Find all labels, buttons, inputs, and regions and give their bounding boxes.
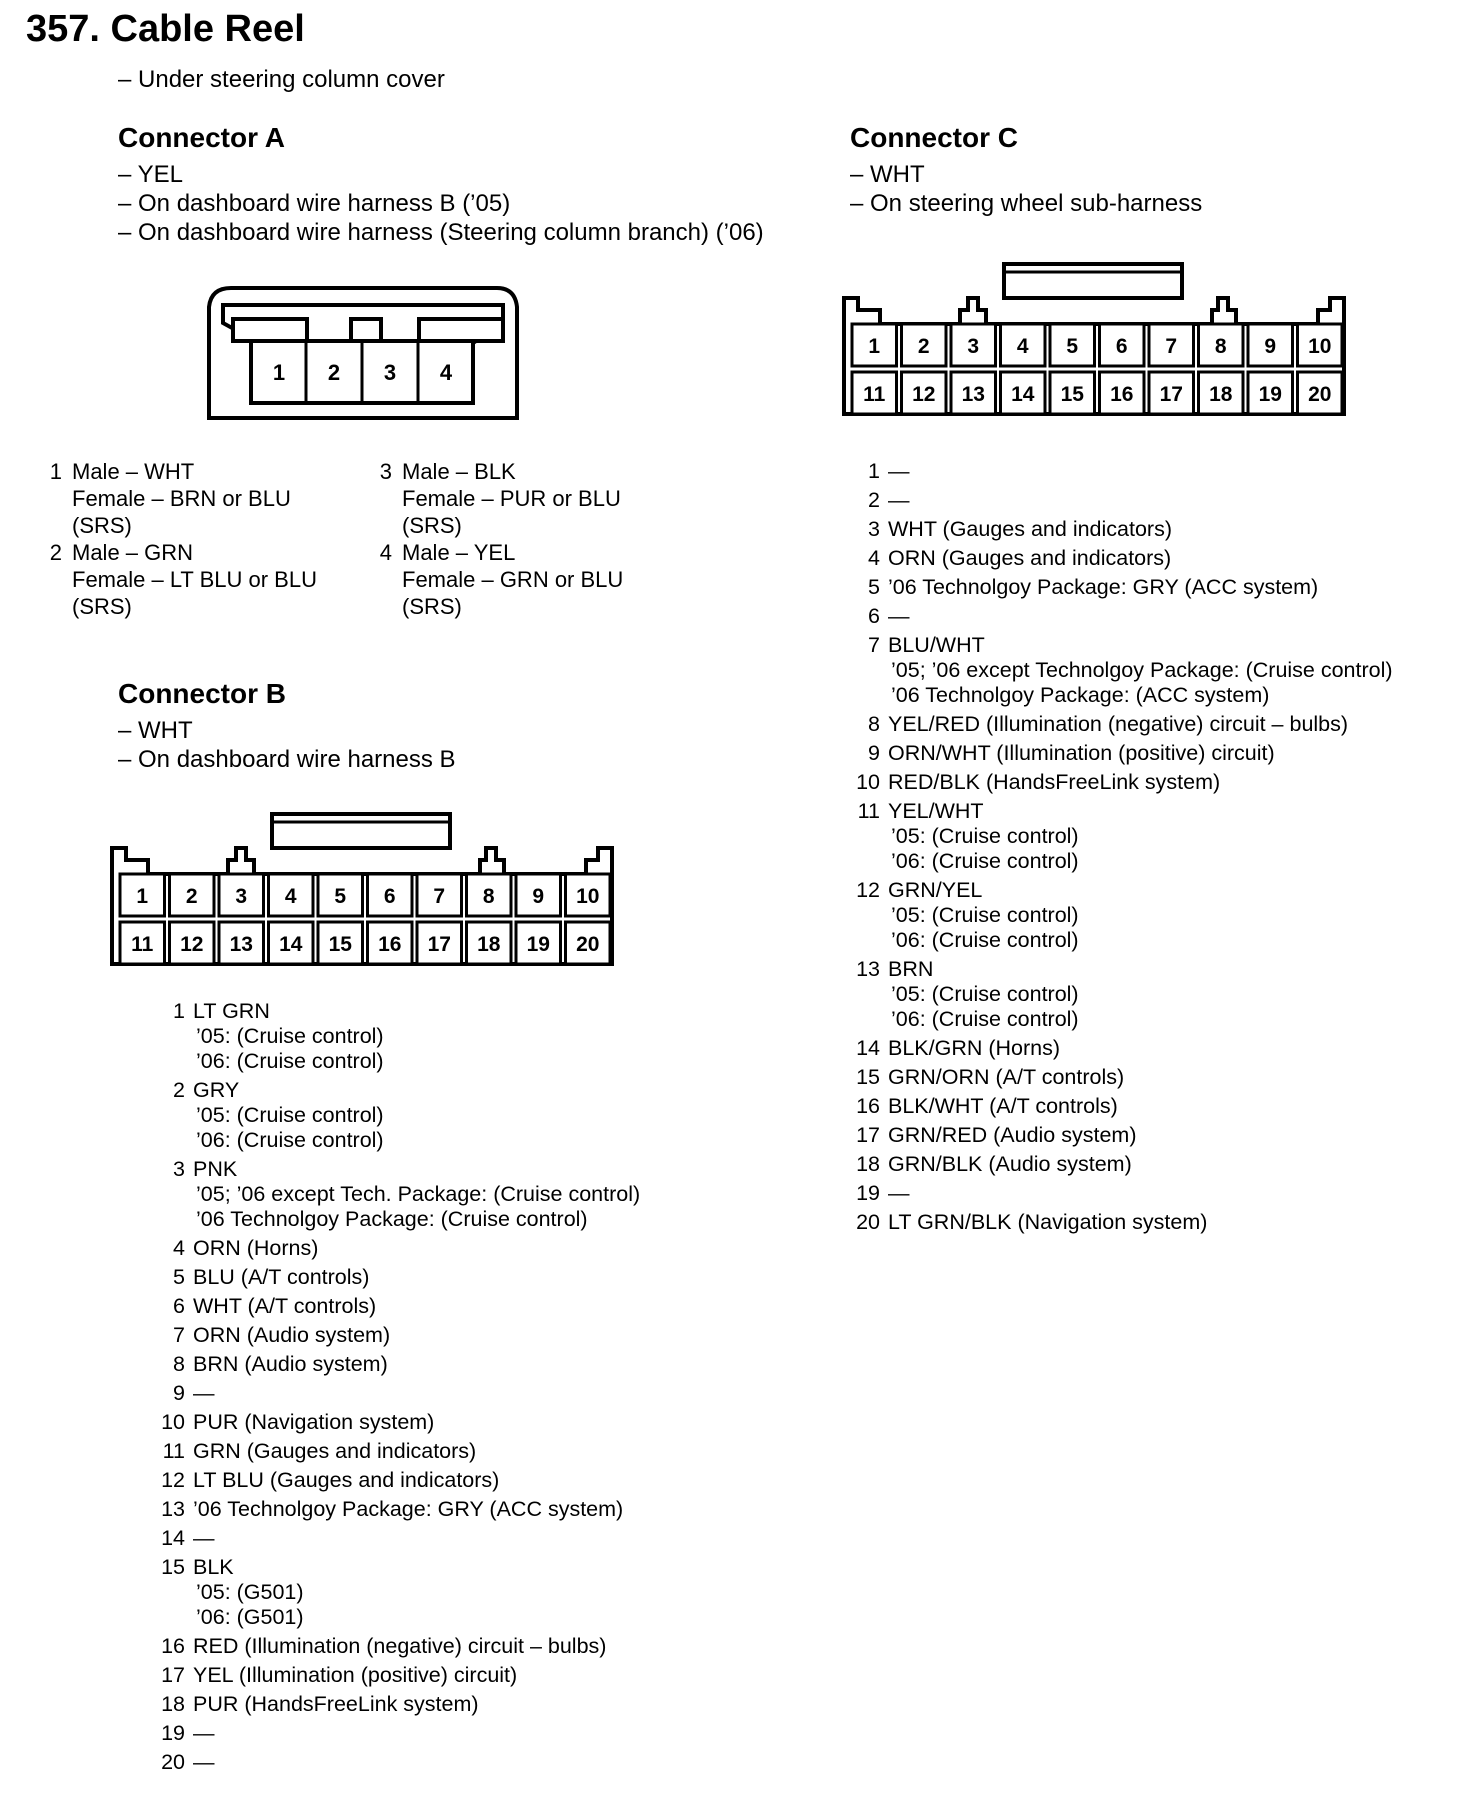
pin-description: ORN/WHT (Illumination (positive) circuit)	[888, 741, 1275, 765]
connector-pin-label: 13	[961, 383, 985, 406]
connector-pin-label: 12	[180, 933, 204, 956]
list-item	[145, 1467, 705, 1493]
pin-description: —	[193, 1750, 215, 1774]
pin-number: 3	[173, 1157, 185, 1181]
pin-description: BLK/GRN (Horns)	[888, 1036, 1061, 1060]
connector-pin-label: 2	[917, 335, 930, 358]
list-item	[145, 998, 705, 1074]
pin-number: 11	[162, 1439, 185, 1463]
pin-number: 9	[868, 741, 880, 765]
connector-b-line: – WHT	[118, 717, 193, 744]
pin-description: PNK ’05; ’06 except Tech. Package: (Cruise control) ’06 Technolgoy Package: (Cruise control)	[193, 1157, 641, 1231]
pin-description: ’06 Technolgoy Package: GRY (ACC system)	[193, 1497, 624, 1521]
connector-pin-label: 17	[427, 933, 451, 956]
list-item	[366, 458, 686, 539]
connector-pin-label: 12	[912, 383, 936, 406]
connector-pin-label: 4	[1016, 335, 1029, 358]
pin-description: PUR (Navigation system)	[193, 1410, 435, 1434]
pin-description: ’06 Technolgoy Package: GRY (ACC system)	[888, 575, 1319, 599]
list-item	[145, 1235, 705, 1261]
pin-number: 5	[173, 1265, 185, 1289]
pin-number: 18	[161, 1692, 185, 1716]
connector-pin-label: 9	[532, 885, 545, 908]
connector-a-section	[118, 122, 764, 247]
pin-description: PUR (HandsFreeLink system)	[193, 1692, 479, 1716]
connector-pin-label: 19	[1258, 383, 1282, 406]
connector-pin-label: 17	[1159, 383, 1183, 406]
list-item	[145, 1554, 705, 1630]
pin-number: 1	[173, 999, 185, 1023]
list-item	[840, 711, 1460, 737]
pin-description: BRN (Audio system)	[193, 1352, 388, 1376]
list-item	[840, 603, 1460, 629]
pin-description: —	[888, 604, 910, 628]
pin-number: 16	[161, 1634, 185, 1658]
connector-pin-label: 14	[279, 933, 303, 956]
list-item	[840, 1064, 1460, 1090]
pin-number: 1	[868, 459, 880, 483]
list-item	[840, 1122, 1460, 1148]
pin-number: 6	[173, 1294, 185, 1318]
connector-c-diagram	[840, 262, 1360, 422]
pin-description: GRN/BLK (Audio system)	[888, 1152, 1132, 1176]
pin-description: ORN (Audio system)	[193, 1323, 391, 1347]
pin-number: 17	[856, 1123, 880, 1147]
pin-description: BRN ’05: (Cruise control) ’06: (Cruise control)	[888, 957, 1079, 1031]
list-item	[840, 877, 1460, 953]
connector-a-pin: 1	[272, 360, 286, 385]
list-item	[145, 1293, 705, 1319]
pin-description: Male – BLK Female – PUR or BLU (SRS)	[402, 459, 621, 538]
connector-c-line: – On steering wheel sub-harness	[850, 190, 1203, 217]
list-item	[145, 1496, 705, 1522]
list-item	[145, 1351, 705, 1377]
list-item	[840, 1035, 1460, 1061]
connector-pin-label: 11	[131, 933, 154, 956]
connector-pin-label: 13	[229, 933, 253, 956]
list-item	[840, 1151, 1460, 1177]
pin-number: 3	[379, 459, 392, 484]
connector-a-pin-list	[36, 458, 356, 620]
pin-number: 15	[856, 1065, 880, 1089]
pin-number: 7	[173, 1323, 185, 1347]
connector-pin-label: 16	[378, 933, 402, 956]
connector-a-key	[233, 319, 307, 341]
pin-number: 4	[173, 1236, 185, 1260]
pin-number: 2	[868, 488, 880, 512]
connector-pin-label: 7	[1165, 335, 1178, 358]
pin-number: 2	[49, 540, 62, 565]
pin-description: GRN/YEL ’05: (Cruise control) ’06: (Cruise control)	[888, 878, 1079, 952]
pin-description: RED/BLK (HandsFreeLink system)	[888, 770, 1221, 794]
pin-number: 4	[868, 546, 880, 570]
list-item	[145, 1156, 705, 1232]
list-item	[145, 1077, 705, 1153]
connector-c-line: – WHT	[850, 161, 925, 188]
connector-pin-label: 15	[328, 933, 352, 956]
connector-b-line: – On dashboard wire harness B	[118, 746, 456, 773]
pin-number: 5	[868, 575, 880, 599]
pin-description: Male – YEL Female – GRN or BLU (SRS)	[402, 540, 624, 619]
pin-description: WHT (A/T controls)	[193, 1294, 377, 1318]
connector-pin-label: 16	[1110, 383, 1134, 406]
connector-pin-label: 5	[334, 885, 347, 908]
list-item	[840, 458, 1460, 484]
connector-a-key	[351, 319, 381, 341]
connector-pin-label: 6	[1115, 335, 1128, 358]
pin-number: 18	[856, 1152, 880, 1176]
pin-number: 8	[868, 712, 880, 736]
pin-description: —	[888, 488, 910, 512]
list-item	[145, 1525, 705, 1551]
pin-description: —	[888, 1181, 910, 1205]
pin-description: GRN/ORN (A/T controls)	[888, 1065, 1125, 1089]
connector-a-diagram	[205, 285, 525, 420]
connector-pin-label: 20	[1308, 383, 1332, 406]
list-item	[145, 1438, 705, 1464]
connector-c-section	[850, 122, 1202, 218]
pin-description: RED (Illumination (negative) circuit – bulbs)	[193, 1634, 607, 1658]
list-item	[145, 1720, 705, 1746]
pin-number: 4	[379, 540, 392, 565]
pin-description: BLK/WHT (A/T controls)	[888, 1094, 1118, 1118]
connector-pin-label: 2	[185, 885, 198, 908]
page-title: 357. Cable Reel	[26, 8, 305, 50]
connector-a-heading: Connector A	[118, 122, 285, 153]
connector-a-pin: 2	[327, 360, 341, 385]
connector-pin-label: 1	[868, 335, 881, 358]
list-item	[366, 539, 686, 620]
connector-pin-label: 10	[1308, 335, 1332, 358]
connector-pin-label: 1	[136, 885, 149, 908]
pin-number: 12	[161, 1468, 185, 1492]
list-item	[840, 769, 1460, 795]
list-item	[840, 740, 1460, 766]
pin-description: LT BLU (Gauges and indicators)	[193, 1468, 500, 1492]
pin-number: 20	[856, 1210, 880, 1234]
pin-number: 10	[856, 770, 880, 794]
connector-b-diagram	[108, 812, 628, 972]
pin-number: 8	[173, 1352, 185, 1376]
pin-number: 11	[857, 799, 880, 823]
pin-number: 13	[856, 957, 880, 981]
list-item	[840, 574, 1460, 600]
pin-number: 17	[161, 1663, 185, 1687]
list-item	[145, 1380, 705, 1406]
pin-description: BLU/WHT ’05; ’06 except Technolgoy Package: (Cruise control) ’06 Technolgoy Package: (ACC system)	[888, 633, 1393, 707]
connector-pin-label: 3	[967, 335, 980, 358]
connector-pin-label: 9	[1264, 335, 1277, 358]
list-item	[840, 798, 1460, 874]
connector-a-pin: 4	[439, 360, 453, 385]
list-item	[840, 545, 1460, 571]
list-item	[840, 1180, 1460, 1206]
pin-description: WHT (Gauges and indicators)	[888, 517, 1172, 541]
pin-description: Male – GRN Female – LT BLU or BLU (SRS)	[72, 540, 317, 619]
connector-pin-label: 19	[526, 933, 550, 956]
pin-description: GRY ’05: (Cruise control) ’06: (Cruise control)	[193, 1078, 384, 1152]
list-item	[145, 1691, 705, 1717]
connector-a-key	[419, 319, 503, 341]
connector-latch	[272, 814, 450, 848]
connector-pin-label: 5	[1066, 335, 1079, 358]
connector-pin-label: 20	[576, 933, 600, 956]
connector-pin-label: 10	[576, 885, 600, 908]
pin-description: —	[888, 459, 910, 483]
connector-a-line: – On dashboard wire harness (Steering column branch) (’06)	[118, 219, 764, 246]
pin-number: 20	[161, 1750, 185, 1774]
list-item	[145, 1662, 705, 1688]
connector-c-heading: Connector C	[850, 122, 1018, 153]
pin-description: YEL (Illumination (positive) circuit)	[193, 1663, 518, 1687]
connector-pin-label: 14	[1011, 383, 1035, 406]
connector-pin-label: 3	[235, 885, 248, 908]
connector-latch	[1004, 264, 1182, 298]
pin-number: 19	[161, 1721, 185, 1745]
connector-pin-label: 6	[383, 885, 396, 908]
list-item	[840, 1209, 1460, 1235]
connector-a-pin-list	[366, 458, 686, 620]
connector-pin-label: 7	[433, 885, 446, 908]
pin-number: 13	[161, 1497, 185, 1521]
list-item	[145, 1749, 705, 1775]
pin-description: ORN (Gauges and indicators)	[888, 546, 1172, 570]
pin-number: 14	[161, 1526, 185, 1550]
list-item	[145, 1322, 705, 1348]
connector-a-line: – YEL	[118, 161, 183, 188]
pin-number: 19	[856, 1181, 880, 1205]
connector-c-pin-list	[840, 458, 1460, 1238]
pin-number: 12	[856, 878, 880, 902]
page-subtitle: – Under steering column cover	[118, 66, 445, 93]
pin-description: LT GRN ’05: (Cruise control) ’06: (Cruise control)	[193, 999, 384, 1073]
connector-pin-label: 18	[477, 933, 501, 956]
list-item	[36, 458, 356, 539]
pin-number: 14	[856, 1036, 880, 1060]
pin-description: YEL/RED (Illumination (negative) circuit – bulbs)	[888, 712, 1349, 736]
pin-number: 7	[868, 633, 880, 657]
connector-pin-label: 8	[1214, 335, 1227, 358]
connector-a-pin: 3	[383, 360, 397, 385]
list-item	[145, 1409, 705, 1435]
pin-number: 6	[868, 604, 880, 628]
pin-description: GRN/RED (Audio system)	[888, 1123, 1137, 1147]
pin-number: 16	[856, 1094, 880, 1118]
pin-number: 2	[173, 1078, 185, 1102]
pin-number: 1	[49, 459, 62, 484]
pin-description: —	[193, 1526, 215, 1550]
list-item	[840, 956, 1460, 1032]
pin-description: —	[193, 1721, 215, 1745]
connector-a-line: – On dashboard wire harness B (’05)	[118, 190, 511, 217]
pin-description: YEL/WHT ’05: (Cruise control) ’06: (Cruise control)	[888, 799, 1079, 873]
connector-pin-label: 8	[482, 885, 495, 908]
connector-pin-label: 15	[1060, 383, 1084, 406]
connector-b-section	[118, 678, 456, 774]
connector-b-pin-list	[145, 998, 705, 1778]
pin-description: ORN (Horns)	[193, 1236, 319, 1260]
connector-pin-label: 4	[284, 885, 297, 908]
list-item	[145, 1633, 705, 1659]
list-item	[840, 632, 1460, 708]
list-item	[840, 487, 1460, 513]
connector-pin-label: 18	[1209, 383, 1233, 406]
pin-number: 9	[173, 1381, 185, 1405]
list-item	[36, 539, 356, 620]
pin-number: 15	[161, 1555, 185, 1579]
pin-number: 10	[161, 1410, 185, 1434]
pin-number: 3	[868, 517, 880, 541]
pin-description: BLK ’05: (G501) ’06: (G501)	[193, 1555, 304, 1629]
pin-description: —	[193, 1381, 215, 1405]
pin-description: Male – WHT Female – BRN or BLU (SRS)	[72, 459, 291, 538]
list-item	[145, 1264, 705, 1290]
pin-description: LT GRN/BLK (Navigation system)	[888, 1210, 1208, 1234]
pin-description: GRN (Gauges and indicators)	[193, 1439, 477, 1463]
connector-b-heading: Connector B	[118, 678, 286, 709]
list-item	[840, 1093, 1460, 1119]
list-item	[840, 516, 1460, 542]
pin-description: BLU (A/T controls)	[193, 1265, 370, 1289]
connector-pin-label: 11	[863, 383, 886, 406]
